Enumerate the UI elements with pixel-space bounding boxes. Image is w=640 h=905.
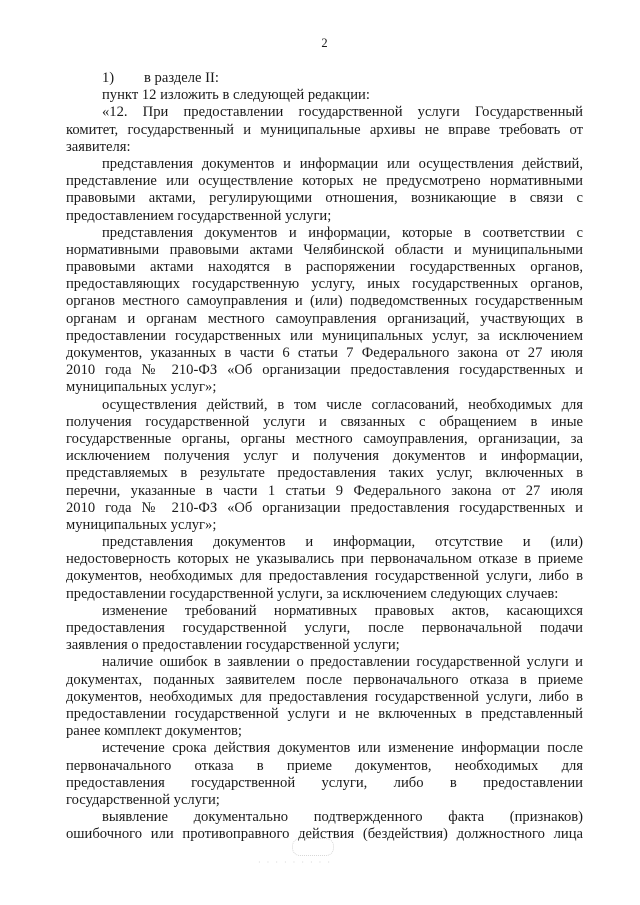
text-line: документов, указанных в части 6 статьи 7 Федерального закона от 27 июля: [66, 345, 583, 361]
text-line: истечение срока действия документов или изменение информации после: [102, 740, 583, 757]
text-line: осуществления действий, в том числе согласований, необходимых для: [102, 396, 583, 413]
text-line: перечни, указанные в части 1 статьи 9 Федерального закона от 27 июля: [66, 482, 583, 499]
text-line: ошибочного или противоправного действия (бездействия) должностного лица: [66, 826, 583, 843]
text-line: ранее комплект документов;: [66, 723, 242, 740]
text-line: первоначального отказа в приеме документов, необходимых для: [66, 757, 583, 774]
text-line: заявления о предоставлении государственной услуги;: [66, 637, 400, 654]
text-line: государственной услуги;: [66, 791, 220, 808]
text-line: представления документов и информации, отсутствие и (или): [102, 534, 583, 551]
text-line: наличие ошибок в заявлении о предоставлении государственной услуги и: [102, 654, 583, 671]
text-line: выявление документально подтвержденного факта (признаков): [102, 809, 583, 826]
page-number: 2: [321, 36, 328, 50]
faint-footer-mark: · · · · · · · · ·: [258, 858, 332, 867]
text-line: представляемых в результате предоставления таких услуг, включенных в: [66, 465, 583, 482]
text-line: пункт 12 изложить в следующей редакции:: [102, 87, 370, 104]
text-line: получения государственной услуги и связанных с обращением в иные: [66, 413, 583, 430]
text-line: правовыми актами находятся в распоряжении государственных органов,: [66, 259, 583, 276]
stamp-mark: [292, 838, 334, 856]
text-line: органам и органам местного самоуправления организаций, участвующих в: [66, 310, 583, 327]
text-line: недостоверность которых не указывались при первоначальном отказе в приеме: [66, 551, 583, 568]
text-line: представление или осуществление которых не предусмотрено нормативными: [66, 173, 583, 190]
text-line: заявителя:: [66, 138, 131, 155]
text-line: документов, необходимых для предоставления государственной услуги, либо в: [66, 568, 583, 585]
text-line: документов, необходимых для предоставления государственной услуги, либо в: [66, 688, 583, 705]
text-line: предоставлением государственной услуги;: [66, 207, 332, 224]
text-line: предоставлении государственной услуги, за исключением следующих случаев:: [66, 585, 559, 602]
text-line: муниципальных услуг»;: [66, 379, 217, 396]
text-line: представления документов и информации, которые в соответствии с: [102, 224, 583, 241]
text-line: государственные органы, органы местного самоуправления, организации, за: [66, 430, 583, 447]
text-line: комитет, государственный и муниципальные архивы не вправе требовать от: [66, 121, 583, 138]
text-line: предоставляющих государственную услугу, иных государственных органов,: [66, 276, 583, 293]
list-item-number: 1): [102, 70, 115, 86]
text-line: изменение требований нормативных правовых актов, касающихся: [102, 602, 583, 619]
text-line: представления документов и информации или осуществления действий,: [102, 155, 583, 172]
text-line: предоставления государственной услуги, после первоначальной подачи: [66, 620, 583, 636]
list-item-text: в разделе II:: [144, 70, 219, 86]
text-line: нормативными правовыми актами Челябинской области и муниципальными: [66, 241, 583, 258]
document-body: [66, 70, 583, 843]
text-line: муниципальных услуг»;: [66, 516, 217, 533]
text-line: исключением получения услуг и получения документов и информации,: [66, 448, 583, 465]
text-line: предоставлении государственной услуги и не включенных в представленный: [66, 705, 583, 722]
text-line: 2010 года № 210-ФЗ «Об организации предоставления государственных и: [66, 499, 583, 516]
text-line: предоставления государственной услуги, либо в предоставлении: [66, 774, 583, 791]
list-item: [66, 70, 583, 87]
text-line: предоставлении государственных или муниципальных услуг, за исключением: [66, 327, 583, 344]
text-line: документах, поданных заявителем после первоначального отказа в приеме: [66, 671, 583, 688]
text-line: 2010 года № 210-ФЗ «Об организации предоставления государственных и: [66, 362, 583, 379]
paragraph-lines: [66, 87, 583, 843]
text-line: органов местного самоуправления и (или) подведомственных государственным: [66, 293, 583, 310]
text-line: правовыми актами, регулирующими отношения, возникающие в связи с: [66, 190, 583, 207]
text-line: «12. При предоставлении государственной услуги Государственный: [102, 104, 583, 121]
